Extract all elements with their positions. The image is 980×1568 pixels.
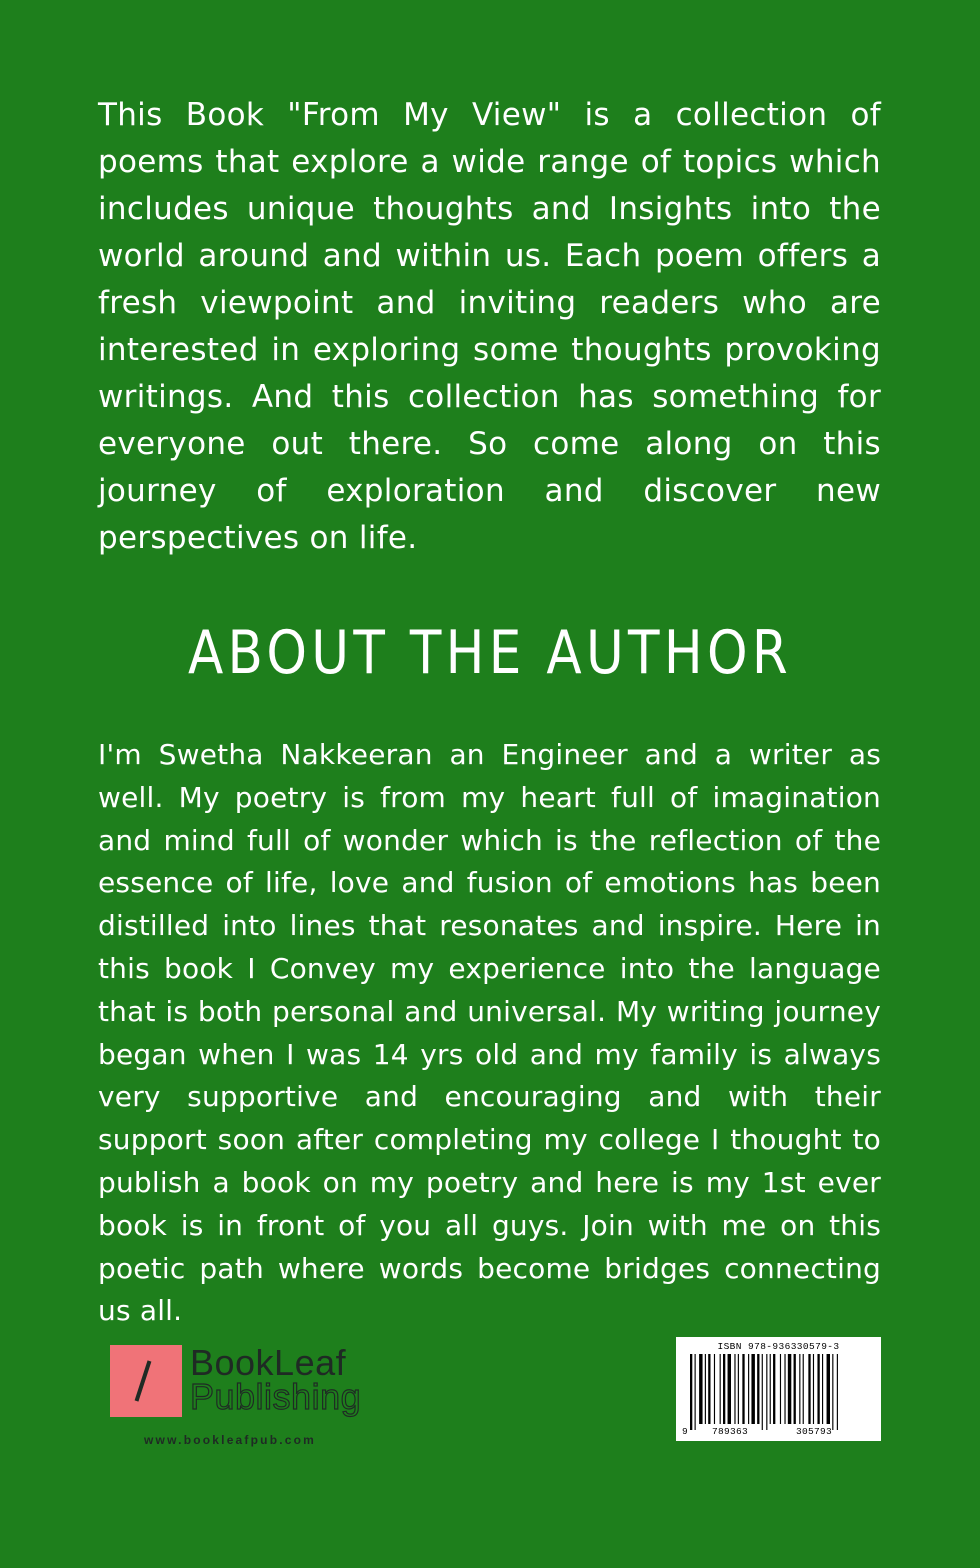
- barcode-bar: [748, 1354, 749, 1424]
- barcode-bar: [773, 1354, 775, 1424]
- barcode-bars: [676, 1337, 881, 1441]
- author-bio: I'm Swetha Nakkeeran an Engineer and a writer as well. My poetry is from my heart full of imagination and mind full of wonder which is the reflection of the essence of life, love and fusion of emotions has been distilled into lines that resonates and inspire. Here in this book I Convey my experience into the language that is both personal and universal. My writing journey began when I was 14 yrs old and my family is always very supportive and encouraging and with their support soon after completing my college I thought to publish a book on my poetry and here is my 1st ever book is in front of you all guys. Join with me on this poetic path where words become bridges connecting us all.: [98, 738, 881, 1328]
- publisher-logo: [110, 1342, 370, 1455]
- barcode-bar: [708, 1354, 710, 1424]
- barcode-bar: [723, 1354, 725, 1424]
- barcode-bar: [803, 1354, 804, 1424]
- publisher-logo-square: [110, 1345, 182, 1417]
- barcode-bar: [766, 1354, 767, 1430]
- barcode-digits-right: 305793: [796, 1426, 833, 1437]
- barcode-bar: [808, 1354, 810, 1424]
- barcode-bar: [784, 1354, 785, 1424]
- barcode-bar: [720, 1354, 721, 1424]
- publisher-url: www.bookleafpub.com: [144, 1433, 317, 1447]
- book-description: This Book "From My View" is a collection of poems that explore a wide range of topics which includes unique thoughts and Insights into the world around and within us. Each poem offers a fresh viewpoint and inviting readers who are interested in exploring some thoughts provoking writings. And this collection has something for everyone out there. So come along on this journey of exploration and discover new perspectives on life.: [98, 97, 881, 556]
- barcode-digit-first: 9: [682, 1426, 689, 1437]
- barcode-bar: [690, 1354, 692, 1430]
- barcode-bar: [738, 1354, 739, 1424]
- barcode-bar: [794, 1354, 796, 1424]
- barcode-bar: [705, 1354, 706, 1424]
- about-author-heading: ABOUT THE AUTHOR: [187, 618, 793, 688]
- barcode-bar: [770, 1354, 771, 1424]
- barcode-bar: [728, 1354, 731, 1424]
- barcode-digits-left: 789363: [712, 1426, 749, 1437]
- barcode-bar: [699, 1354, 702, 1424]
- barcode-bar: [757, 1354, 759, 1424]
- isbn-barcode: [676, 1337, 881, 1441]
- barcode-bar: [832, 1354, 833, 1430]
- barcode-bar: [837, 1354, 838, 1430]
- barcode-bar: [827, 1354, 830, 1424]
- barcode-bar: [742, 1354, 744, 1424]
- publisher-name-line2: Publishing: [190, 1376, 362, 1417]
- isbn-label: ISBN 978-936330579-3: [717, 1341, 840, 1352]
- barcode-bar: [762, 1354, 763, 1430]
- barcode-bar: [788, 1354, 791, 1424]
- barcode-bar: [817, 1354, 819, 1424]
- barcode-bar: [734, 1354, 735, 1424]
- slash-icon: [135, 1360, 152, 1401]
- barcode-bar: [822, 1354, 823, 1424]
- barcode-bar: [714, 1354, 715, 1424]
- barcode-bar: [780, 1354, 781, 1424]
- barcode-bar: [813, 1354, 814, 1424]
- barcode-bar: [695, 1354, 696, 1430]
- publisher-name-line1: BookLeaf: [190, 1342, 347, 1383]
- barcode-bar: [751, 1354, 754, 1424]
- barcode-bar: [799, 1354, 800, 1424]
